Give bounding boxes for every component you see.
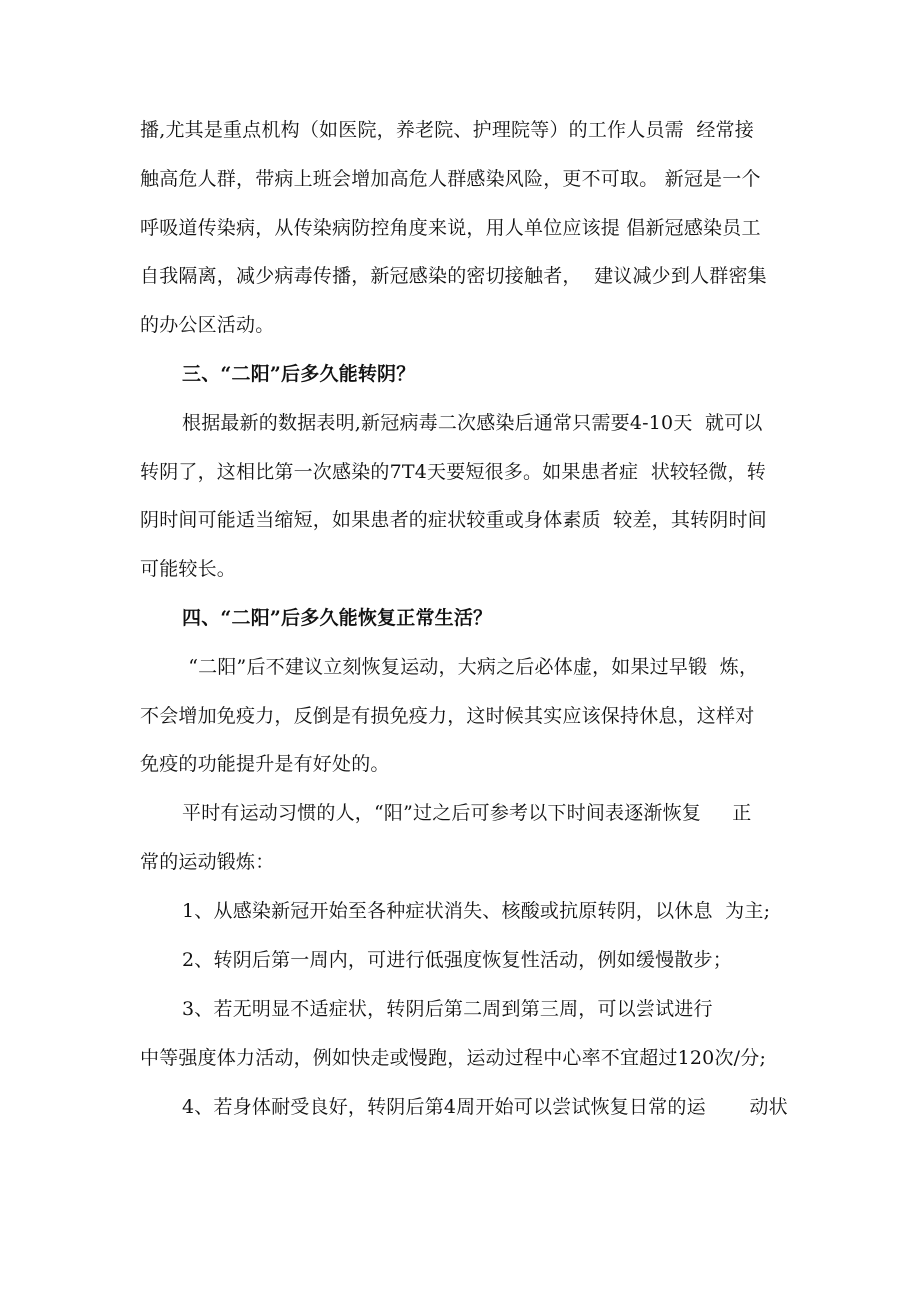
section-heading-3: 三、“二阳”后多久能转阴？ [182, 363, 416, 385]
paragraph-line: “二阳”后不建议立刻恢复运动，大病之后必体虚，如果过早锻 炼， [182, 656, 759, 678]
paragraph-line: 转阴了，这相比第一次感染的7T4天要短很多。如果患者症 状较轻微，转 [140, 461, 766, 483]
list-item-3-continuation: 中等强度体力活动，例如快走或慢跑，运动过程中心率不宜超过120次/分; [140, 1047, 767, 1069]
paragraph-line: 不会增加免疫力，反倒是有损免疫力，这时候其实应该保持休息，这样对 [140, 705, 755, 727]
list-item-1: 1、从感染新冠开始至各种症状消失、核酸或抗原转阴，以休息 为主; [182, 900, 771, 922]
section-heading-4: 四、“二阳”后多久能恢复正常生活？ [182, 607, 493, 629]
paragraph-line: 可能较长。 [140, 558, 237, 580]
paragraph-line: 阴时间可能适当缩短，如果患者的症状较重或身体素质 较差，其转阴时间 [140, 509, 767, 531]
list-item-4: 4、若身体耐受良好，转阴后第4周开始可以尝试恢复日常的运 动状 [182, 1096, 788, 1118]
paragraph-line: 免疫的功能提升是有好处的。 [140, 753, 390, 775]
paragraph-line: 常的运动锻炼： [140, 851, 275, 873]
paragraph-line: 的办公区活动。 [140, 314, 275, 336]
paragraph-line: 根据最新的数据表明,新冠病毒二次感染后通常只需要4-10天 就可以 [182, 412, 763, 434]
list-item-3: 3、若无明显不适症状，转阴后第二周到第三周，可以尝试进行 [182, 998, 713, 1020]
list-item-2: 2、转阴后第一周内，可进行低强度恢复性活动，例如缓慢散步； [182, 949, 732, 971]
paragraph-line: 平时有运动习惯的人，“阳”过之后可参考以下时间表逐渐恢复 正 [182, 802, 752, 824]
paragraph-line: 触高危人群，带病上班会增加高危人群感染风险，更不可取。 新冠是一个 [140, 168, 761, 190]
paragraph-line: 播,尤其是重点机构（如医院，养老院、护理院等）的工作人员需 经常接 [140, 119, 754, 141]
paragraph-line: 呼吸道传染病，从传染病防控角度来说，用人单位应该提 倡新冠感染员工 [140, 217, 761, 239]
paragraph-line: 自我隔离，减少病毒传播，新冠感染的密切接触者， 建议减少到人群密集 [140, 265, 767, 287]
